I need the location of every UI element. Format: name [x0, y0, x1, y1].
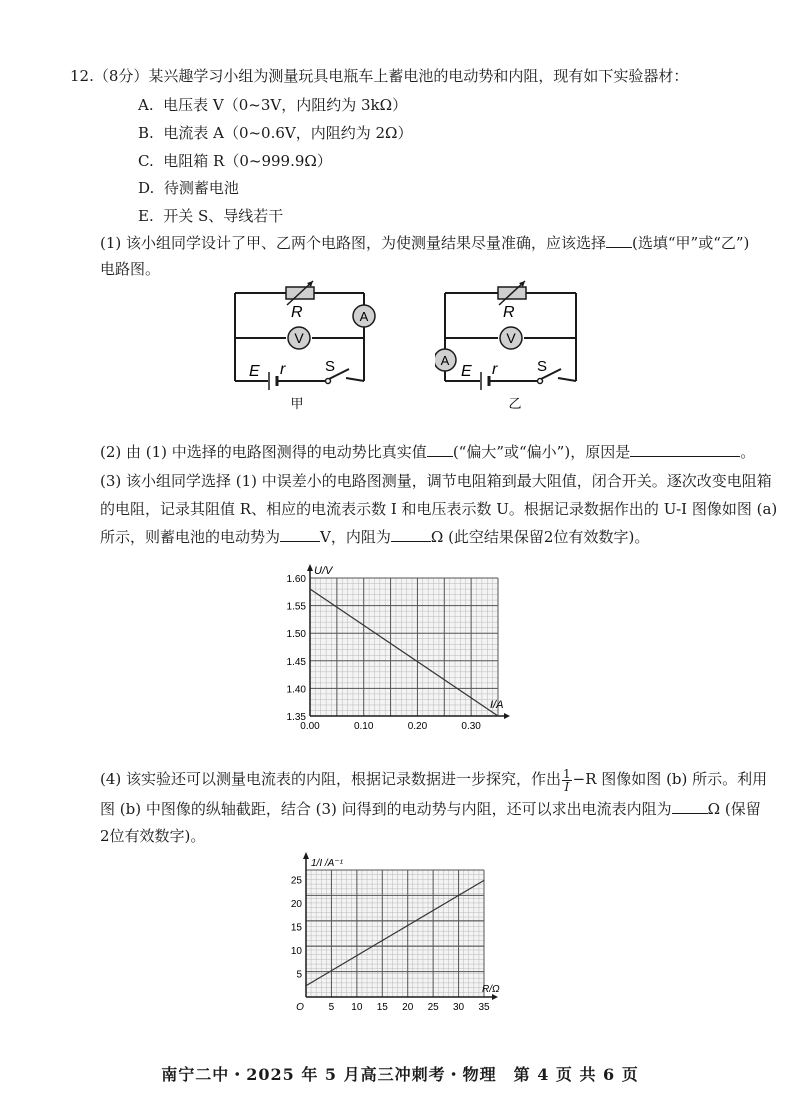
option-b: B. 电流表 A（0~0.6V，内阻约为 2Ω） [138, 124, 413, 142]
chart-b-x-tick-label: 30 [453, 1002, 465, 1013]
switch-label: S [537, 358, 548, 375]
ammeter-label: A [440, 353, 450, 368]
chart-b-x-tick-label: 20 [402, 1002, 414, 1013]
chart-a-xlabel: I/A [490, 699, 504, 711]
chart-b-y-arrow-icon [303, 852, 309, 859]
chart-a-plot-bg [310, 578, 498, 716]
switch-icon [538, 379, 543, 384]
chart-b-x-tick-label: O [296, 1002, 304, 1013]
circuit-caption: 甲 [290, 396, 304, 411]
voltmeter-label: V [294, 330, 304, 346]
chart-a-x-tick-label: 0.00 [300, 721, 320, 732]
option-a: A. 电压表 V（0~3V，内阻约为 3kΩ） [138, 96, 408, 114]
emf-label: E [249, 363, 260, 380]
answer-blank-1 [606, 233, 632, 248]
chart-a-y-arrow-icon [307, 564, 313, 571]
chart-b-x-tick-label: 35 [478, 1002, 490, 1013]
question-score: （8分） [93, 67, 149, 85]
chart-b-y-tick-label: 10 [290, 945, 302, 957]
chart-a-x-tick-label: 0.20 [407, 721, 428, 732]
chart-a-y-tick-label: 1.55 [286, 601, 306, 613]
question-intro: 某兴趣学习小组为测量玩具电瓶车上蓄电池的电动势和内阻，现有如下实验器材： [148, 67, 689, 85]
chart-b-ylabel: 1/I /A⁻¹ [311, 858, 343, 869]
question-number: 12. [70, 67, 94, 85]
voltmeter-label: V [506, 330, 516, 346]
answer-blank-5 [391, 527, 431, 542]
chart-a-y-tick-label: 1.45 [286, 656, 306, 668]
ammeter-label: A [359, 309, 369, 324]
chart-a-y-tick-label: 1.40 [286, 684, 306, 696]
option-c: C. 电阻箱 R（0~999.9Ω） [138, 152, 332, 170]
part1-line2: 电路图。 [100, 260, 161, 278]
circuit-jia [225, 278, 385, 413]
answer-blank-2 [427, 442, 453, 457]
switch-icon [326, 379, 331, 384]
chart-a-x-tick-label: 0.10 [353, 721, 374, 732]
part3-line2: 的电阻，记录其阻值 R、相应的电流表示数 I 和电压表示数 U。根据记录数据作出的 U-I 图像如图 (a) [100, 500, 778, 518]
chart-a-ui [268, 562, 518, 737]
circuit-caption: 乙 [508, 396, 522, 411]
part1-line1: (1) 该小组同学设计了甲、乙两个电路图，为使测量结果尽量准确，应该选择 (选填“甲”或“乙”) [100, 234, 750, 252]
part4-line1: (4) 该实验还可以测量电流表的内阻，根据记录数据进一步探究，作出 $\frac{1}{I}$ −R 图像如图 (b) 所示。利用 [100, 766, 768, 794]
chart-b-y-tick-label: 5 [296, 969, 302, 981]
answer-blank-6 [672, 799, 708, 814]
chart-b-x-tick-label: 25 [427, 1002, 439, 1013]
question-header [70, 66, 688, 86]
internal-r-label: r [492, 361, 498, 378]
chart-b-y-tick-label: 20 [290, 898, 302, 910]
circuit-yi [435, 278, 595, 413]
chart-a-y-tick-label: 1.50 [286, 629, 306, 641]
chart-b-x-tick-label: 5 [328, 1002, 335, 1013]
internal-r-label: r [280, 361, 286, 378]
chart-b-x-tick-label: 10 [351, 1002, 363, 1013]
part3-line1: (3) 该小组同学选择 (1) 中误差小的电路图测量，调节电阻箱到最大阻值，闭合开关。逐次改变电阻箱 [100, 472, 772, 490]
chart-b-x-tick-label: 15 [376, 1002, 388, 1013]
chart-a-x-arrow-icon [504, 713, 510, 719]
fraction-1-over-i: $\frac{1}{I}$ [563, 766, 571, 794]
chart-a-y-tick-label: 1.60 [286, 574, 306, 585]
option-d: D. 待测蓄电池 [138, 179, 239, 197]
resistor-label: R [503, 304, 515, 321]
part4-line3: 2位有效数字)。 [100, 827, 206, 845]
switch-label: S [325, 358, 336, 375]
chart-a-x-tick-label: 0.30 [461, 721, 481, 732]
answer-blank-3 [630, 442, 740, 457]
chart-a-y-tick-label: 1.35 [286, 712, 306, 723]
page-footer: 南宁二中・2025 年 5 月高三冲刺考・物理 第 4 页 共 6 页 [161, 1065, 639, 1084]
chart-b-y-tick-label: 15 [290, 922, 302, 934]
part4-line2: 图 (b) 中图像的纵轴截距，结合 (3) 问得到的电动势与内阻，还可以求出电流表内阻为 Ω (保留 [100, 800, 761, 818]
chart-b-xlabel: R/Ω [482, 984, 500, 995]
emf-label: E [461, 363, 472, 380]
chart-b-ui [278, 850, 518, 1020]
chart-a-ylabel: U/V [314, 565, 333, 577]
part2-line: (2) 由 (1) 中选择的电路图测得的电动势比真实值 (“偏大”或“偏小”)，原因是 。 [100, 443, 756, 461]
part3-line3: 所示，则蓄电池的电动势为 V，内阻为 Ω (此空结果保留2位有效数字)。 [100, 528, 650, 546]
option-e: E. 开关 S、导线若干 [138, 207, 284, 225]
resistor-label: R [291, 304, 303, 321]
answer-blank-4 [280, 527, 320, 542]
chart-b-y-tick-label: 25 [290, 875, 302, 887]
